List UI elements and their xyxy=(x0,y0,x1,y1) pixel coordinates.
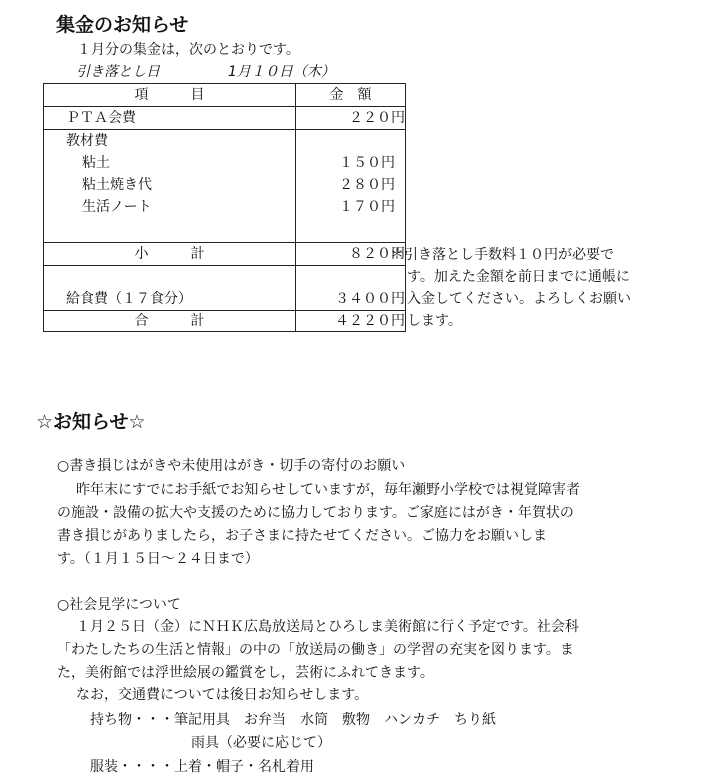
collection-title: 集金のお知らせ xyxy=(56,14,189,36)
total-label: 合 計 xyxy=(44,311,296,332)
notice-text: す。（１月１５日～２４日まで） xyxy=(57,551,259,567)
notices-title: ☆お知らせ☆ xyxy=(36,411,146,433)
notice-heading: ○書き損じはがきや未使用はがき・切手の寄付のお願い xyxy=(57,458,406,474)
lunch-label: 給食費（１７食分） xyxy=(44,266,296,311)
belongings-line: 持ち物・・・筆記用具 お弁当 水筒 敷物 ハンカチ ちり紙 xyxy=(90,712,496,728)
notice-text: 昨年末にすでにお手紙でお知らせしていますが，毎年瀬野小学校では視覚障害者 xyxy=(76,482,580,498)
pta-row xyxy=(44,107,406,130)
materials-label: 教材費 xyxy=(66,133,108,149)
material-name: 粘土 xyxy=(82,155,110,171)
lunch-amount: ３４００円 xyxy=(296,266,406,311)
withdrawal-label: 引き落とし日 xyxy=(76,64,160,80)
note-line: ＊引き落とし手数料１０円が必要で xyxy=(390,247,614,263)
notice-text: １月２５日（金）にＮＨＫ広島放送局とひろしま美術館に行く予定です。社会科 xyxy=(76,619,579,635)
notice-text: 「わたしたちの生活と情報」の中の「放送局の働き」の学習の充実を図ります。ま xyxy=(57,642,574,658)
collection-intro: １月分の集金は，次のとおりです。 xyxy=(77,42,300,58)
note-line: す。加えた金額を前日までに通帳に xyxy=(407,269,630,285)
material-amount: ２８０円 xyxy=(339,177,395,193)
material-amount: １５０円 xyxy=(339,155,395,171)
clothing-line: 服装・・・・上着・帽子・名札着用 xyxy=(90,759,314,775)
lunch-row xyxy=(44,266,406,311)
total-amount: ４２２０円 xyxy=(296,311,406,332)
material-amount: １７０円 xyxy=(339,199,395,215)
fee-note xyxy=(390,244,631,332)
notice-text: の施設・設備の拡大や支援のために協力しております。ご家庭にはがき・年賀状の xyxy=(57,505,574,521)
notice-text: た，美術館では浮世絵展の鑑賞をし，芸術にふれてきます。 xyxy=(57,665,434,681)
pta-label: ＰＴＡ会費 xyxy=(44,107,296,130)
materials-cell xyxy=(44,130,296,243)
material-name: 生活ノート xyxy=(82,199,152,215)
header-item: 項 目 xyxy=(44,84,296,107)
header-amount: 金 額 xyxy=(296,84,406,107)
material-name: 粘土焼き代 xyxy=(82,177,152,193)
subtotal-row xyxy=(44,243,406,266)
materials-row xyxy=(44,130,406,243)
fee-table-header xyxy=(44,84,406,107)
note-line: 入金してください。よろしくお願い xyxy=(407,291,631,307)
materials-amounts xyxy=(296,130,406,243)
subtotal-label: 小 計 xyxy=(44,243,296,266)
notice-text: 書き損じがありましたら，お子さまに持たせてください。ご協力をお願いしま xyxy=(57,528,547,544)
total-row xyxy=(44,311,406,332)
notice-text: なお，交通費については後日お知らせします。 xyxy=(76,687,369,703)
subtotal-amount: ８２０円 xyxy=(296,243,406,266)
notice-heading: ○社会見学について xyxy=(57,597,181,613)
withdrawal-date: 1月１０日（木） xyxy=(228,64,335,80)
pta-amount: ２２０円 xyxy=(296,107,406,130)
fee-table xyxy=(43,83,406,332)
belongings-extra: 雨具（必要に応じて） xyxy=(191,735,331,751)
note-line: します。 xyxy=(407,313,462,329)
